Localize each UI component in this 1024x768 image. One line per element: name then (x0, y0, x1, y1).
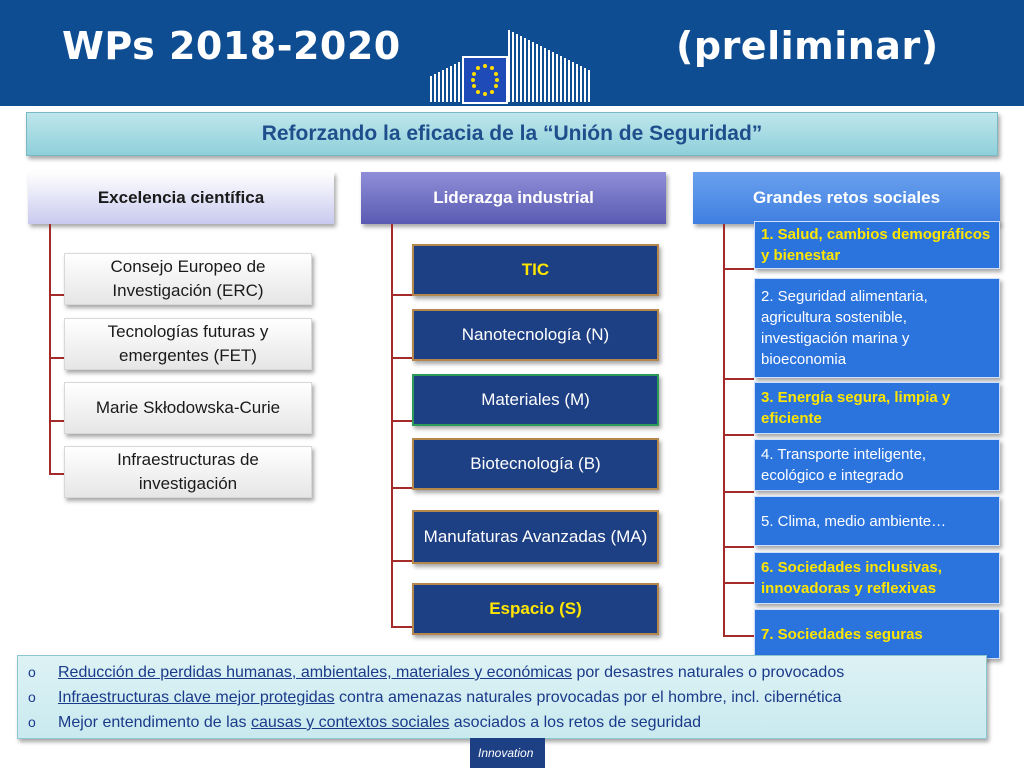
connector-line (723, 582, 754, 584)
bullet-highlight: Reducción de perdidas humanas, ambientales, materiales y económicas (58, 664, 573, 681)
box-biotecnologia: Biotecnología (B) (412, 438, 659, 490)
box-manufacturas: Manufaturas Avanzadas (MA) (412, 510, 659, 564)
connector-line (391, 294, 412, 296)
bullet-marker: o (28, 689, 36, 705)
box-marie-curie: Marie Skłodowska-Curie (64, 382, 312, 434)
box-sociedades-inclusivas: 6. Sociedades inclusivas, innovadoras y reflexivas (754, 552, 1000, 604)
box-salud: 1. Salud, cambios demográficos y bienestar (754, 221, 1000, 269)
list-item (28, 710, 976, 735)
box-energia: 3. Energía segura, limpia y eficiente (754, 382, 1000, 434)
connector-line (49, 294, 64, 296)
connector-line (723, 224, 725, 636)
connector-line (723, 635, 754, 637)
eu-stars-flag-icon (462, 56, 508, 104)
bullet-text: por desastres naturales o provocados (572, 664, 845, 681)
box-transporte: 4. Transporte inteligente, ecológico e integrado (754, 439, 1000, 491)
box-infraestructuras: Infraestructuras de investigación (64, 446, 312, 498)
connector-line (723, 434, 754, 436)
connector-line (49, 224, 51, 474)
box-tic: TIC (412, 244, 659, 296)
connector-line (723, 491, 754, 493)
bullet-text: Mejor entendimento de las (58, 714, 251, 731)
connector-line (723, 378, 754, 380)
box-seguridad-alimentaria: 2. Seguridad alimentaria, agricultura sostenible, investigación marina y bioeconomia (754, 278, 1000, 378)
connector-line (391, 626, 412, 628)
pillar-industrial-leadership: Liderazga industrial (361, 172, 666, 224)
slide-title: WPs 2018-2020 (62, 24, 401, 68)
header-divider (0, 106, 1024, 110)
box-espacio: Espacio (S) (412, 583, 659, 635)
box-clima: 5. Clima, medio ambiente… (754, 496, 1000, 546)
connector-line (391, 357, 412, 359)
bullet-highlight: Infraestructuras clave mejor protegidas (58, 689, 335, 706)
list-item (28, 660, 976, 685)
bullet-marker: o (28, 714, 36, 730)
subtitle-text: Reforzando la eficacia de la “Unión de Seguridad” (261, 122, 763, 145)
connector-line (49, 473, 64, 475)
bullet-marker: o (28, 664, 36, 680)
slide-title-note: (preliminar) (676, 24, 939, 68)
box-fet: Tecnologías futuras y emergentes (FET) (64, 318, 312, 370)
connector-line (391, 487, 412, 489)
box-erc: Consejo Europeo de Investigación (ERC) (64, 253, 312, 305)
box-sociedades-seguras: 7. Sociedades seguras (754, 609, 1000, 659)
objectives-list (17, 655, 987, 739)
pillar-excellent-science: Excelencia científica (28, 172, 334, 224)
connector-line (723, 546, 754, 548)
connector-line (49, 357, 64, 359)
connector-line (723, 268, 754, 270)
bullet-highlight: causas y contextos sociales (251, 714, 450, 731)
connector-line (391, 560, 412, 562)
connector-line (391, 224, 393, 627)
connector-line (49, 420, 64, 422)
connector-line (391, 420, 412, 422)
european-commission-logo (428, 28, 608, 108)
bullet-text: contra amenazas naturales provocadas por el hombre, incl. cibernética (334, 689, 842, 706)
pillar-societal-challenges: Grandes retos sociales (693, 172, 1000, 224)
list-item (28, 685, 976, 710)
box-nanotecnologia: Nanotecnología (N) (412, 309, 659, 361)
box-materiales: Materiales (M) (412, 374, 659, 426)
header-bar (0, 0, 1024, 106)
bullet-text: asociados a los retos de seguridad (449, 714, 702, 731)
subtitle-banner (26, 112, 998, 156)
footer-logo: Innovation (470, 738, 545, 768)
